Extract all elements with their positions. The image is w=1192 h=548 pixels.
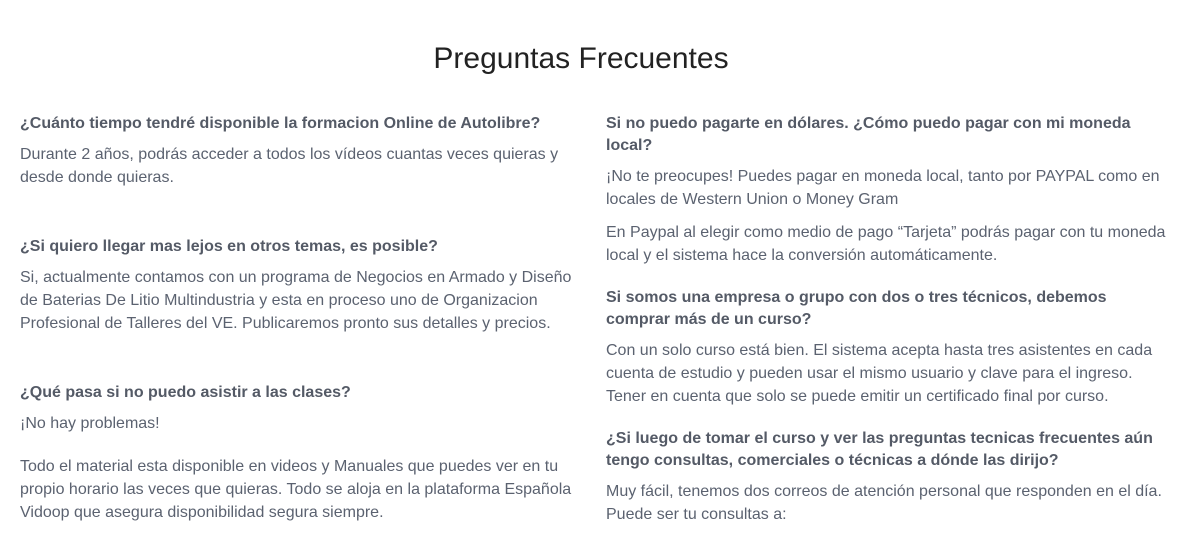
faq-question: ¿Si luego de tomar el curso y ver las preguntas tecnicas frecuentes aún tengo consultas, comerciales o técnicas a dónde las dirijo? xyxy=(606,430,1153,469)
faq-question: ¿Qué pasa si no puedo asistir a las clases? xyxy=(20,384,351,401)
faq-question: Si no puedo pagarte en dólares. ¿Cómo puedo pagar con mi moneda local? xyxy=(606,115,1131,154)
faq-column-right xyxy=(606,113,1166,526)
faq-answer: Muy fácil, tenemos dos correos de atención personal que responden en el día. Puede ser tu consultas a: xyxy=(606,483,1162,523)
faq-item-duration xyxy=(20,113,580,189)
page-title: Preguntas Frecuentes xyxy=(433,42,729,75)
faq-answer: ¡No hay problemas! xyxy=(20,415,160,432)
faq-answer: Si, actualmente contamos con un programa de Negocios en Armado y Diseño de Baterias De Litio Multindustria y esta en proceso uno de Organizacion Profesional de Talleres del VE. Publicaremos pronto sus detalles y precios. xyxy=(20,269,572,332)
faq-item-missed-classes xyxy=(20,382,580,524)
faq-answer: En Paypal al elegir como medio de pago “Tarjeta” podrás pagar con tu moneda local y el sistema hace la conversión automáticamente. xyxy=(606,224,1166,264)
faq-item-further-questions xyxy=(606,428,1166,526)
faq-item-local-currency xyxy=(606,113,1166,267)
faq-column-left xyxy=(20,113,580,524)
faq-question: ¿Cuánto tiempo tendré disponible la formacion Online de Autolibre? xyxy=(20,115,541,132)
faq-item-company-group xyxy=(606,287,1166,408)
faq-answer: Todo el material esta disponible en videos y Manuales que puedes ver en tu propio horario las veces que quieras. Todo se aloja en la plataforma Española Vidoop que asegura disponibilidad segura siempre. xyxy=(20,458,572,521)
faq-question: Si somos una empresa o grupo con dos o tres técnicos, debemos comprar más de un curso? xyxy=(606,289,1107,328)
faq-item-further-topics xyxy=(20,236,580,335)
faq-answer: ¡No te preocupes! Puedes pagar en moneda local, tanto por PAYPAL como en locales de Western Union o Money Gram xyxy=(606,168,1160,208)
faq-answer: Durante 2 años, podrás acceder a todos los vídeos cuantas veces quieras y desde donde quieras. xyxy=(20,146,559,186)
faq-answer: Con un solo curso está bien. El sistema acepta hasta tres asistentes en cada cuenta de estudio y pueden usar el mismo usuario y clave para el ingreso. Tener en cuenta que solo se puede emitir un certificado final por curso. xyxy=(606,342,1153,405)
faq-question: ¿Si quiero llegar mas lejos en otros temas, es posible? xyxy=(20,238,438,255)
